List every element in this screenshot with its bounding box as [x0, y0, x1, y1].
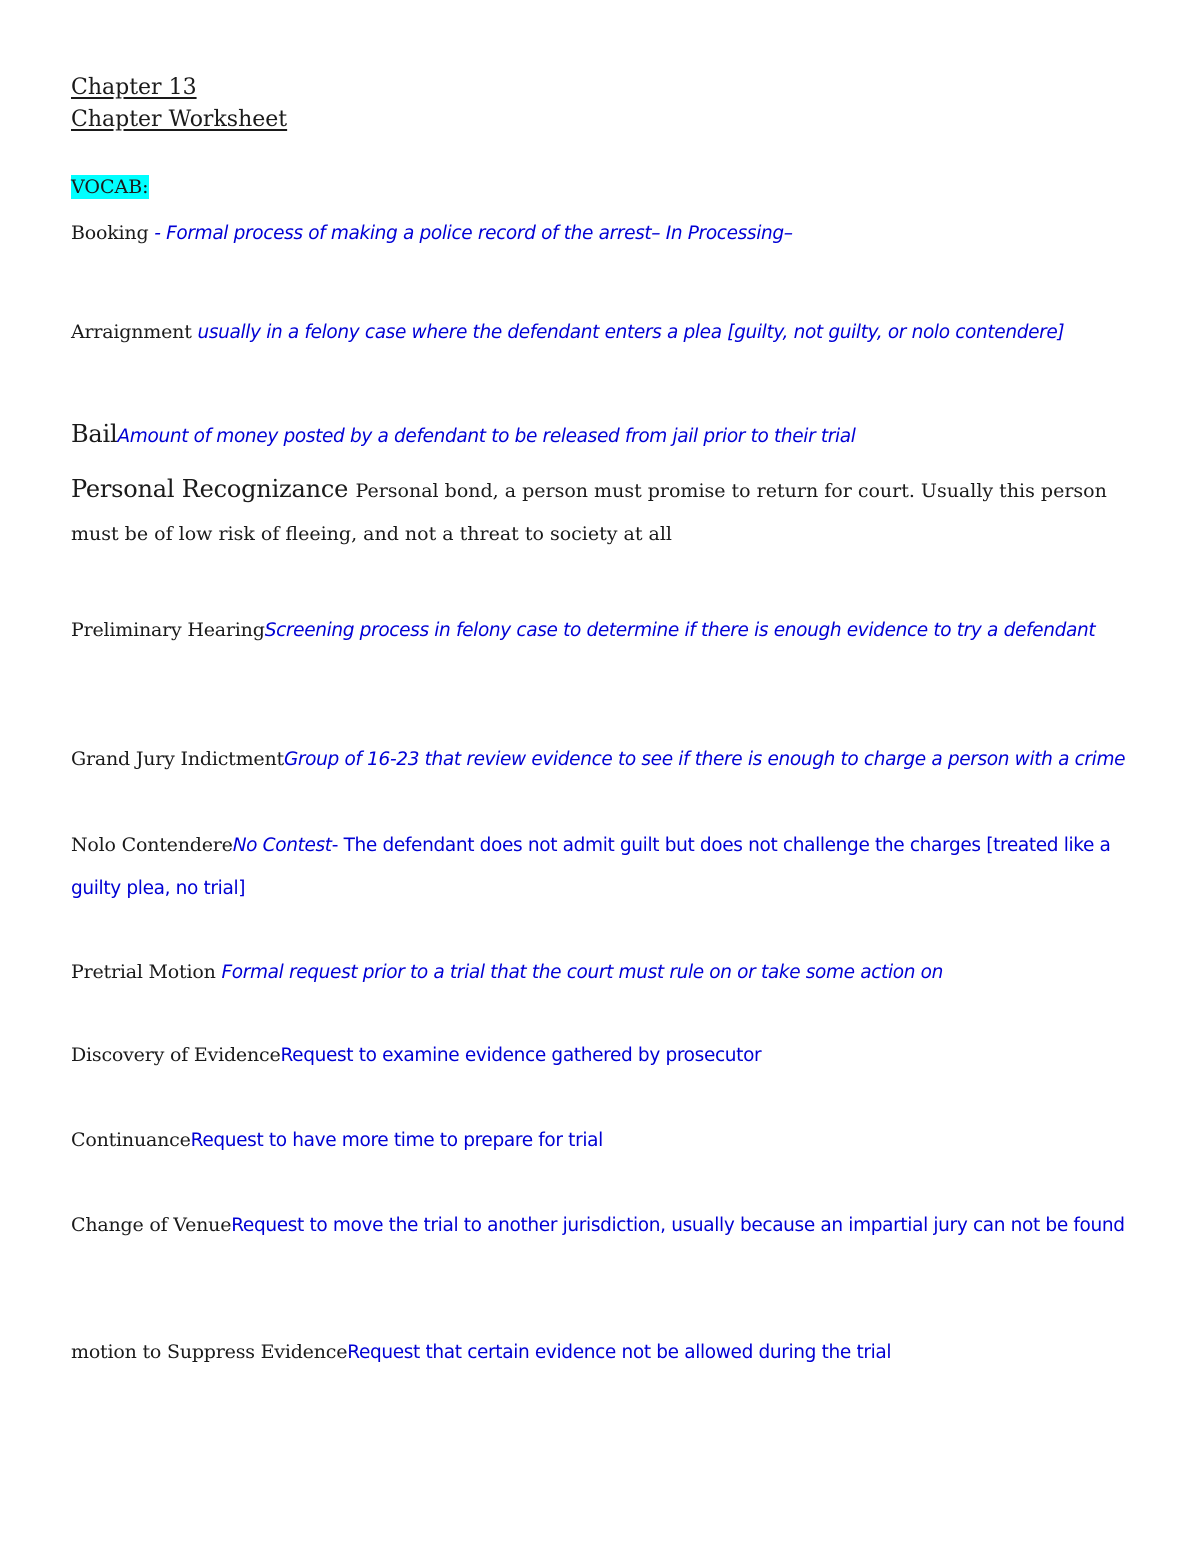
- term-label: Bail: [71, 420, 118, 448]
- definition-text: Screening process in felony case to determine if there is enough evidence to try a defendant: [264, 620, 1096, 641]
- definition-text: Request to examine evidence gathered by prosecutor: [280, 1045, 762, 1066]
- entry-personal-recognizance: [71, 468, 1131, 556]
- entry-discovery-of-evidence: [71, 1034, 761, 1077]
- term-label: Pretrial Motion: [71, 961, 222, 983]
- entry-continuance: [71, 1119, 603, 1162]
- entry-change-of-venue: [71, 1204, 1131, 1247]
- entry-preliminary-hearing: [71, 609, 1131, 652]
- chapter-title: Chapter 13: [71, 75, 197, 100]
- term-label: Change of Venue: [71, 1214, 232, 1236]
- term-label: Continuance: [71, 1129, 191, 1151]
- definition-text: Group of 16-23 that review evidence to see if there is enough to charge a person with a crime: [283, 749, 1126, 770]
- term-label: Preliminary Hearing: [71, 619, 265, 641]
- definition-text: - Formal process of making a police record of the arrest– In Processing–: [154, 223, 793, 244]
- definition-text: Request that certain evidence not be allowed during the trial: [347, 1342, 892, 1363]
- term-label: Nolo Contendere: [71, 834, 233, 856]
- entry-motion-to-suppress: [71, 1331, 891, 1374]
- entry-arraignment: [71, 311, 1064, 354]
- definition-italic-text: No Contest: [232, 835, 332, 856]
- entry-booking: [71, 212, 793, 255]
- definition-text: - The defendant does not admit guilt but does not challenge the charges [treated like a guilty plea, no trial]: [71, 835, 1111, 899]
- vocab-heading: [71, 166, 149, 209]
- definition-text: Personal bond, a person must promise to return for court. Usually this person must be of low risk of fleeing, and not a threat to society at all: [71, 480, 1107, 545]
- term-label: Grand Jury Indictment: [71, 748, 284, 770]
- term-label: Arraignment: [71, 321, 198, 343]
- entry-grand-jury-indictment: [71, 738, 1131, 781]
- definition-text: Request to move the trial to another jurisdiction, usually because an impartial jury can not be found: [231, 1215, 1125, 1236]
- vocab-label: VOCAB:: [71, 176, 149, 198]
- definition-text: Formal request prior to a trial that the court must rule on or take some action on: [221, 962, 943, 983]
- definition-text: Amount of money posted by a defendant to be released from jail prior to their trial: [117, 426, 856, 447]
- term-label: Discovery of Evidence: [71, 1044, 281, 1066]
- definition-text: Request to have more time to prepare for trial: [190, 1130, 603, 1151]
- term-label: Booking: [71, 222, 155, 244]
- entry-bail: [71, 413, 856, 458]
- worksheet-title: Chapter Worksheet: [71, 107, 288, 132]
- definition-text: usually in a felony case where the defendant enters a plea [guilty, not guilty, or nolo contendere]: [197, 322, 1065, 343]
- term-label: motion to Suppress Evidence: [71, 1341, 348, 1363]
- term-label: Personal Recognizance: [71, 475, 356, 503]
- entry-nolo-contendere: [71, 824, 1131, 910]
- entry-pretrial-motion: [71, 951, 943, 994]
